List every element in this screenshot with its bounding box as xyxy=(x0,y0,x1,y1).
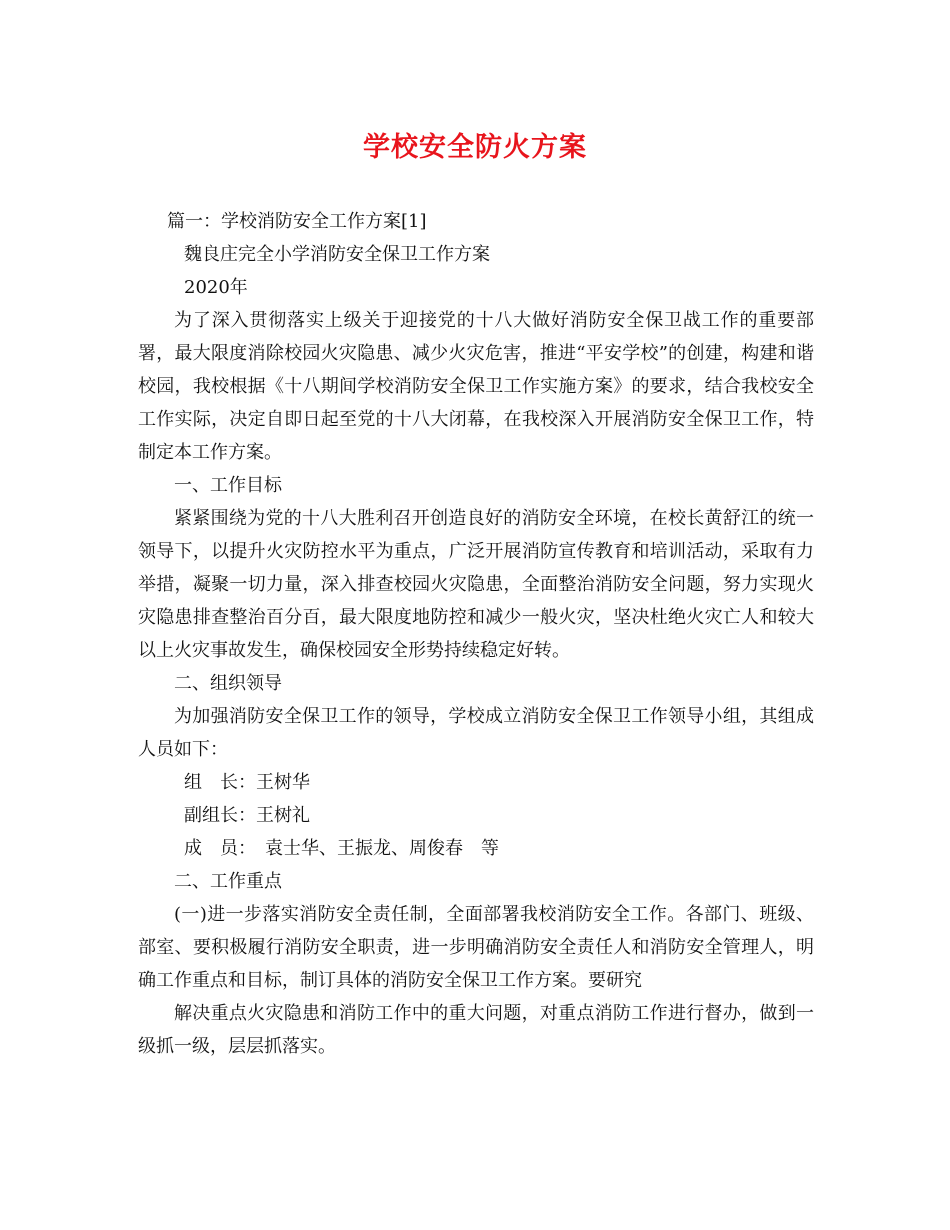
section-3-item-1: (一)进一步落实消防安全责任制，全面部署我校消防安全工作。各部门、班级、部室、要积极履行消防安全职责，进一步明确消防安全责任人和消防安全管理人，明确工作重点和目标，制订具体的消防安全保卫工作方案。要研究 xyxy=(138,904,814,991)
year-line: 2020年 xyxy=(184,277,248,298)
deputy-leader-line: 副组长：王树礼 xyxy=(184,805,310,826)
section-3-item-1-continued: 解决重点火灾隐患和消防工作中的重大问题，对重点消防工作进行督办，做到一级抓一级，层层抓落实。 xyxy=(138,1003,814,1057)
document-body xyxy=(138,205,814,1063)
intro-paragraph: 为了深入贯彻落实上级关于迎接党的十八大做好消防安全保卫战工作的重要部署，最大限度消除校园火灾隐患、减少火灾危害，推进“平安学校”的创建，构建和谐校园，我校根据《十八期间学校消防安全保卫工作实施方案》的要求，结合我校安全工作实际，决定自即日起至党的十八大闭幕，在我校深入开展消防安全保卫工作，特制定本工作方案。 xyxy=(138,310,814,463)
section-2-heading: 二、组织领导 xyxy=(174,673,282,694)
document-title: 学校安全防火方案 xyxy=(363,132,587,163)
section-2-paragraph: 为加强消防安全保卫工作的领导，学校成立消防安全保卫工作领导小组，其组成人员如下： xyxy=(138,706,814,760)
section-3-heading: 二、工作重点 xyxy=(174,871,282,892)
section-1-paragraph: 紧紧围绕为党的十八大胜利召开创造良好的消防安全环境，在校长黄舒江的统一领导下，以提升火灾防控水平为重点，广泛开展消防宣传教育和培训活动，采取有力举措，凝聚一切力量，深入排查校园火灾隐患，全面整治消防安全问题，努力实现火灾隐患排查整治百分百，最大限度地防控和减少一般火灾，坚决杜绝火灾亡人和较大以上火灾事故发生，确保校园安全形势持续稳定好转。 xyxy=(138,508,814,661)
members-line: 成 员： 袁士华、王振龙、周俊春 等 xyxy=(184,838,499,859)
heading-part-one: 篇一：学校消防安全工作方案[1] xyxy=(167,211,427,232)
leader-line: 组 长：王树华 xyxy=(184,772,310,793)
section-1-heading: 一、工作目标 xyxy=(174,475,282,496)
school-plan-title: 魏良庄完全小学消防安全保卫工作方案 xyxy=(184,244,490,265)
